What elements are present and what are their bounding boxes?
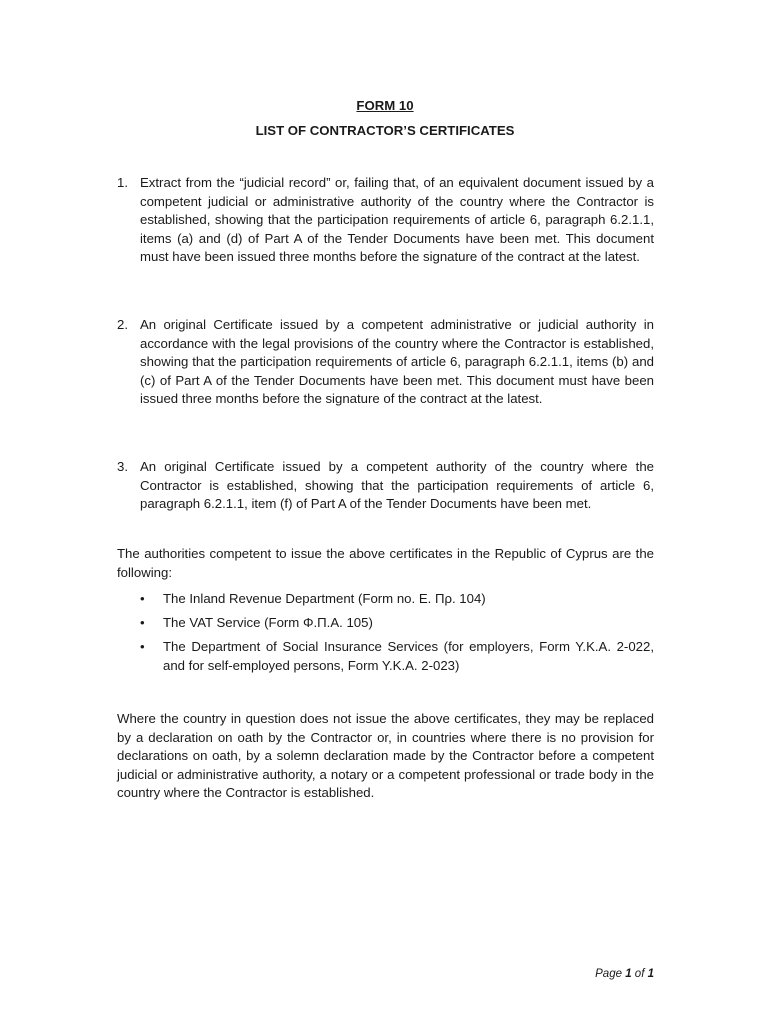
item-number: 1. — [117, 175, 128, 190]
bullet-text: The VAT Service (Form Φ.Π.Α. 105) — [163, 615, 373, 631]
list-title: LIST OF CONTRACTOR’S CERTIFICATES — [255, 123, 515, 138]
bullet-text: The Department of Social Insurance Services (for employers, Form Y.K.A. 2-022, and for self-employed persons, Form Y.K.A. 2-023) — [163, 639, 654, 673]
authorities-list — [117, 590, 654, 681]
page-footer — [595, 966, 654, 982]
bullet-icon: • — [140, 639, 145, 655]
list-item — [117, 316, 654, 409]
bullet-item — [117, 590, 654, 609]
bullet-item — [117, 638, 654, 675]
bullet-text: The Inland Revenue Department (Form no. Ε. Πρ. 104) — [163, 591, 486, 606]
bullet-icon: • — [140, 615, 145, 631]
current-page-number: 1 — [625, 968, 632, 980]
bullet-icon: • — [140, 591, 145, 606]
total-pages-number: 1 — [647, 968, 654, 980]
bullet-item — [117, 614, 654, 633]
item-text: An original Certificate issued by a competent administrative or judicial authority in accordance with the legal provisions of the country where the Contractor is established, showing that the participation requirements of article 6, paragraph 6.2.1.1, items (b) and (c) of Part A of the Tender Documents have been met. This document must have been issued three months before the signature of the contract at the latest. — [140, 317, 654, 407]
item-number: 2. — [117, 317, 128, 332]
of-label: of — [634, 968, 645, 980]
item-text: Extract from the “judicial record” or, failing that, of an equivalent document issued by a competent judicial or administrative authority of the country where the Contractor is established, showing that the participation requirements of article 6, paragraph 6.2.1.1, items (a) and (d) of Part A of the Tender Documents have been met. This document must have been issued three months before the signature of the contract at the latest. — [140, 175, 654, 265]
form-title: FORM 10 — [356, 98, 414, 113]
list-item — [117, 458, 654, 514]
closing-paragraph: Where the country in question does not issue the above certificates, they may be replaced by a declaration on oath by the Contractor or, in countries where there is no provision for declarations on oath, by a solemn declaration made by the Contractor before a competent judicial or administrative authority, a notary or a competent professional or trade body in the country where the Contractor is established. — [117, 711, 654, 801]
authorities-intro: The authorities competent to issue the above certificates in the Republic of Cyprus are the following: — [117, 546, 654, 580]
list-item — [117, 174, 654, 267]
page-label: Page — [595, 968, 622, 980]
item-number: 3. — [117, 459, 128, 474]
item-text: An original Certificate issued by a competent authority of the country where the Contractor is established, showing that the participation requirements of article 6, paragraph 6.2.1.1, item (f) of Part A of the Tender Documents have been met. — [140, 459, 654, 512]
